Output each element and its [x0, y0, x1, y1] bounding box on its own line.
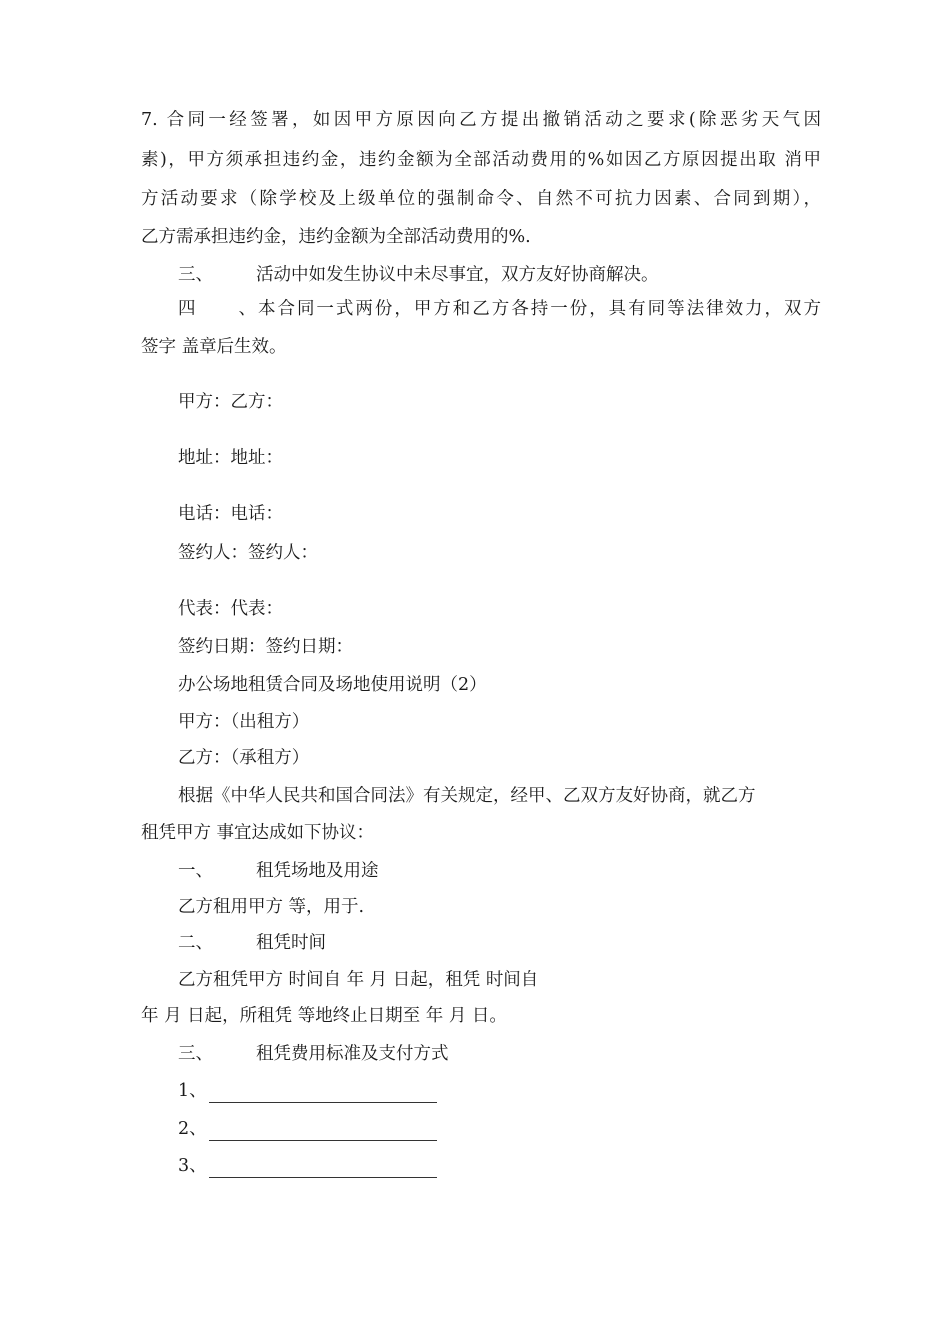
fee-item-2: [178, 1117, 437, 1141]
intro-line-1: 根据《中华人民共和国合同法》有关规定，经甲、乙双方友好协商，就乙方: [178, 786, 756, 806]
fill-in-blank: [209, 1084, 437, 1103]
section-4-line-2: 签字 盖章后生效。: [141, 337, 287, 357]
section-1-body: 乙方租用甲方 等，用于.: [178, 897, 365, 917]
clause-7-line-1: 7. 合同一经签署，如因甲方原因向乙方提出撤销活动之要求(除恶劣天气因: [141, 110, 821, 130]
clause-7-line-3: 方活动要求（除学校及上级单位的强制命令、自然不可抗力因素、合同到期），: [141, 189, 821, 209]
fill-in-blank: [209, 1159, 437, 1178]
section-text: 本合同一式两份，甲方和乙方各持一份，具有同等法律效力，双方: [256, 299, 821, 319]
section-number: 二、: [178, 933, 213, 953]
section-number: 三、: [178, 1044, 213, 1064]
section-title: 租凭场地及用途: [256, 861, 379, 881]
signature-phone: 电话：电话：: [178, 504, 283, 524]
signature-address: 地址：地址：: [178, 448, 283, 468]
section-2-body-line-2: 年 月 日起，所租凭 等地终止日期至 年 月 日。: [141, 1006, 507, 1026]
section-number: 一、: [178, 861, 213, 881]
signature-date: 签约日期：签约日期：: [178, 637, 353, 657]
item-number: 3、: [178, 1156, 207, 1176]
clause-7-line-2: 素)，甲方须承担违约金，违约金额为全部活动费用的%如因乙方原因提出取 消甲: [141, 150, 821, 170]
signature-party: 甲方：乙方：: [178, 392, 283, 412]
section-2-body-line-1: 乙方租凭甲方 时间自 年 月 日起，租凭 时间自: [178, 970, 539, 990]
signature-representative: 代表：代表：: [178, 599, 283, 619]
section-3-heading: [178, 263, 659, 287]
contract-2-title: 办公场地租赁合同及场地使用说明（2）: [178, 675, 487, 695]
section-4-heading: [178, 297, 821, 321]
section-number: 四、: [178, 299, 256, 319]
section-title: 租凭费用标准及支付方式: [256, 1044, 449, 1064]
fee-item-3: [178, 1154, 437, 1178]
item-number: 2、: [178, 1119, 207, 1139]
section-2-heading: [178, 931, 326, 955]
signature-signer: 签约人：签约人：: [178, 543, 318, 563]
section-1-heading: [178, 859, 379, 883]
intro-line-2: 租凭甲方 事宜达成如下协议：: [141, 823, 375, 843]
item-number: 1、: [178, 1081, 207, 1101]
section-number: 三、: [178, 265, 213, 285]
party-a-label: 甲方：（出租方）: [178, 712, 310, 732]
party-b-label: 乙方：（承租方）: [178, 748, 310, 768]
section-text: 活动中如发生协议中未尽事宜，双方友好协商解决。: [256, 265, 659, 285]
fee-item-1: [178, 1079, 437, 1103]
fill-in-blank: [209, 1122, 437, 1141]
section-title: 租凭时间: [256, 933, 326, 953]
clause-7-line-4: 乙方需承担违约金，违约金额为全部活动费用的%.: [141, 227, 531, 247]
section-3-fee-heading: [178, 1042, 449, 1066]
